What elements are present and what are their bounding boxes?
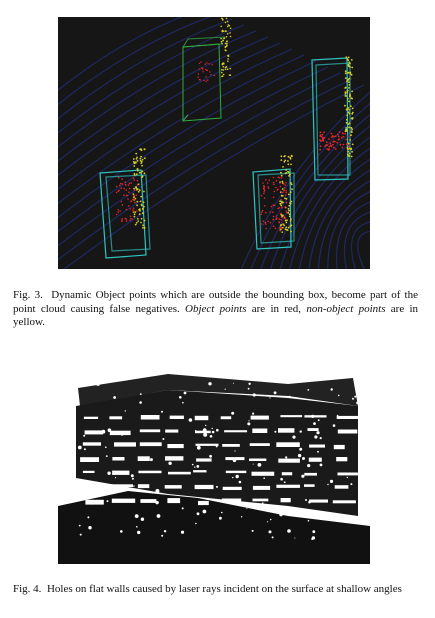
figure-3-caption-italic-1: Object points — [185, 302, 247, 315]
figure-3-caption-text-2: are in red, — [251, 302, 302, 315]
figure-3-label: Fig. 3. — [13, 289, 43, 301]
figure-3-caption-italic-2: non-object points — [306, 302, 386, 315]
figure-4-caption-text: Holes on flat walls caused by laser rays incident on the surface at shallow angles — [46, 583, 402, 595]
figure-4-caption — [13, 583, 418, 597]
building-facade-points — [58, 374, 370, 564]
figure-3-point-cloud — [58, 17, 370, 269]
figure-3-caption-text-1: Dynamic Object points which are outside the bounding box, become part of the point cloud causing false negatives. — [13, 289, 418, 315]
figure-3-caption — [13, 289, 418, 330]
figure-4-label: Fig. 4. — [13, 583, 42, 595]
figure-4-building-point-cloud — [58, 366, 370, 564]
figure-3-caption-text-3: are in yellow. — [13, 302, 419, 328]
